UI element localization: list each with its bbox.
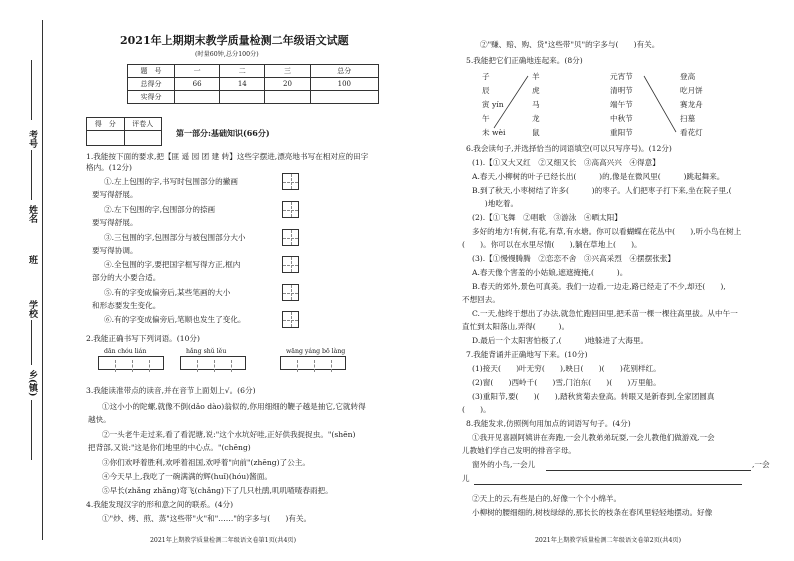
q1-prompt-cont: 格内。(12分) <box>86 163 132 172</box>
score-header: 题 号 <box>128 65 175 78</box>
sidebar-label-name: 姓名 <box>27 205 37 223</box>
q6-options: (2).【①飞舞 ②唱歌 ③游泳 ④晒太阳】 <box>472 213 622 222</box>
q6-sentence: A.春天,小柳树的叶子已经长出( )的,像是在微风里( )跳起舞来。 <box>472 172 725 181</box>
q1-item: 要写得舒展。 <box>92 190 138 199</box>
q7-line: ( )。 <box>462 405 491 414</box>
match-left-a[interactable]: 寅 yín <box>482 100 504 109</box>
q8-prompt: 8.我能发求,仿照例句用加点的词语写句子。(4分) <box>466 419 631 428</box>
q3-item: ⑤早长(zhǎng zhǎng)弯飞(chǎng)下了几只杜鹃,叽叽喳喳春雨把。 <box>102 486 333 495</box>
part1-title: 第一部分:基础知识(66分) <box>176 128 270 138</box>
q6-sentence: )地吃着。 <box>462 199 519 208</box>
sidebar-label-school: 学校 <box>27 300 37 318</box>
q4-item: ①"炒、烤、煎、蒸"这些带"火"和"……"的字多与( )有关。 <box>102 514 312 523</box>
q3-item: ④今天早上,我吃了一碗满满的辉(huǐ)(hóu)酱面。 <box>102 472 272 481</box>
q3-item: ②一头老牛走过来,看了看泥塘,说:"这个水坑好哇,正好供我捉捉虫。"(shēn) <box>102 430 356 439</box>
page-subtitle: (时量60钟,总分100分) <box>195 51 259 58</box>
q3-item: ①这小小的陀螺,就像不倒(dǎo dào)翁似的,你用细细的鞭子越是抽它,它就转得 <box>102 402 366 411</box>
match-right-b[interactable]: 看花灯 <box>680 128 703 137</box>
q3-item: 把背部,又说:"这是你们地里的中心点。"(chēng) <box>88 443 251 452</box>
q1-item: 要写得舒展。 <box>92 218 138 227</box>
q6-sentence: C.一天,他终于想出了办法,就急忙跑回田里,把禾苗一棵一棵往高里拔。从中午一 <box>472 309 738 318</box>
q6-sentence: B.春天的郊外,景色可真美。我们一边看,一边走,路已经走了不少,却还( ), <box>472 282 726 291</box>
pinyin-label: wāng yáng bō làng <box>286 348 346 355</box>
q1-item: ④.全包围的字,要把国字框写得方正,框内 <box>104 260 241 269</box>
q1-item: ⑤.有的字变成偏旁后,某些笔画的大小 <box>104 288 231 297</box>
q1-item: 部分的大小要合适。 <box>92 273 161 282</box>
q1-item: ⑥.有的字变成偏旁后,笔顺也发生了变化。 <box>104 315 246 324</box>
q3-item: 越快。 <box>88 415 111 424</box>
q6-sentence: 不想回去。 <box>462 295 500 304</box>
match-right-a[interactable]: 端午节 <box>610 100 633 109</box>
match-right-b[interactable]: 登高 <box>680 72 696 81</box>
q6-sentence: 直忙到太阳落山,弄得( )。 <box>462 322 570 331</box>
q6-sentence: ( )。你可以在水里尽情( ),躺在草地上( )。 <box>462 240 642 249</box>
match-left-b[interactable]: 龙 <box>532 114 540 123</box>
q3-prompt: 3.我能读准带点的读音,并在音节上面划上√。(6分) <box>86 386 256 395</box>
q1-item: ③.三包围的字,包围部分与被包围部分大小 <box>104 233 246 242</box>
score-cell: 66 <box>175 78 220 91</box>
q6-options: (3).【①慢慢腾腾 ②恋恋不舍 ③兴高采烈 ④摆摆张张】 <box>472 254 676 263</box>
score-header: 三 <box>265 65 310 78</box>
match-right-a[interactable]: 重阳节 <box>610 128 633 137</box>
score-header: 一 <box>175 65 220 78</box>
page-title: 2021年上期期末教学质量检测二年级语文试题 <box>120 34 349 47</box>
q6-sentence: 多好的地方!有树,有花,有草,有水塘。你可以看蝴蝶在花丛中( ),听小鸟在树上 <box>472 227 742 236</box>
match-right-a[interactable]: 清明节 <box>610 86 633 95</box>
q4-prompt: 4.我能发现汉字的形和意之间的联系。(4分) <box>86 500 234 509</box>
q6-options: (1).【①又大又红 ②又细又长 ③高高兴兴 ④得意】 <box>472 158 660 167</box>
q8-example: ②天上的云,有些是白的,好像一个个小绵羊。 <box>472 494 622 503</box>
grader-header: 得 分 <box>87 118 125 131</box>
match-left-b[interactable]: 羊 <box>532 72 540 81</box>
q8-example: 儿教她们学自己发明的排音字母。 <box>462 446 576 455</box>
q2-prompt: 2.我能正确书写下列词语。(10分) <box>86 334 200 343</box>
match-right-b[interactable]: 吃月饼 <box>680 86 703 95</box>
q7-line: (3)重阳节,要( )( ),踏秋赏菊去登高。转眼又是新春到,全家团圆真 <box>472 392 715 401</box>
match-right-b[interactable]: 赛龙舟 <box>680 100 703 109</box>
match-left-b[interactable]: 马 <box>532 100 540 109</box>
match-left-a[interactable]: 午 <box>482 114 490 123</box>
sidebar-label-township: 乡(镇) <box>27 370 37 397</box>
q1-prompt: 1.我能按下面的要求,把【匪 遥 园 团 建 转】这些字摆进,漂亮地书写在相对应的田字 <box>86 152 369 161</box>
q5-prompt: 5.我能把它们正确地连起来。(8分) <box>466 56 583 65</box>
match-left-a[interactable]: 未 wèi <box>482 128 506 137</box>
score-cell: 14 <box>220 78 265 91</box>
q8-example: ①我开见喜剧阿姨讲在奔跑,一会儿教弟弟玩耍,一会儿教他们做游戏,一会 <box>472 433 715 442</box>
grader-header: 评卷人 <box>124 118 162 131</box>
q8-task: 儿 <box>462 474 470 483</box>
score-cell: 100 <box>310 78 378 91</box>
match-right-b[interactable]: 扫墓 <box>680 114 696 123</box>
q7-line: (2)窗( )西岭千( )雪,门泊东( )( )万里船。 <box>472 378 661 387</box>
q1-item: 和形态要发生变化。 <box>92 301 161 310</box>
match-left-a[interactable]: 辰 <box>482 86 490 95</box>
sidebar-label-exam-number: 考号 <box>27 130 37 148</box>
q6-prompt: 6.我会读句子,并选择恰当的词语填空(可以只写序号)。(12分) <box>466 144 672 153</box>
q8-task: 窗外的小鸟,一会儿 <box>472 460 536 469</box>
q8-task: ,一会 <box>752 460 770 469</box>
match-left-a[interactable]: 子 <box>482 72 490 81</box>
q8-task: 小柳树的腰细细的,树枝绿绿的,那长长的枝条在春风里轻轻地摆动。好像 <box>472 508 713 517</box>
footer-right: 2021年上期教学质量检测二年级语文卷第2页(共4页) <box>535 537 682 544</box>
score-cell: 总得分 <box>128 78 175 91</box>
match-right-a[interactable]: 中秋节 <box>610 114 633 123</box>
q4-item-2: ②"赚、赔、购、货"这些带"贝"的字多与( )有关。 <box>480 40 660 49</box>
q1-item: ②.左下包围的字,包围部分的捺画 <box>104 205 216 214</box>
score-cell: 实得分 <box>128 91 175 104</box>
pinyin-label: dān chóu lián <box>104 348 147 355</box>
q7-line: (1)接天( )叶无穷( ),映日( )( )花别样红。 <box>472 364 661 373</box>
q1-item: ①.左上包围的字,书写时包围部分的撇画 <box>104 177 238 186</box>
q6-sentence: D.最后一个太阳害怕极了,( )地躲进了大海里。 <box>472 336 649 345</box>
match-left-b[interactable]: 虎 <box>532 86 540 95</box>
q3-item: ③你们欢呼着胜利,欢呼着祖国,欢呼着"向前"(zhēng)了公主。 <box>102 458 310 467</box>
answer-line[interactable] <box>474 484 742 485</box>
q6-sentence: A.春天像个害羞的小姑娘,遮遮掩掩,( )。 <box>472 268 628 277</box>
score-header: 总分 <box>310 65 378 78</box>
q7-prompt: 7.我能背诵并正确地写下来。(10分) <box>466 350 588 359</box>
pinyin-label: hǎng shǔ lěu <box>186 348 227 355</box>
match-left-b[interactable]: 鼠 <box>532 128 540 137</box>
q1-item: 要写得协调。 <box>92 246 138 255</box>
score-cell: 20 <box>265 78 310 91</box>
score-header: 二 <box>220 65 265 78</box>
answer-line[interactable] <box>546 470 751 471</box>
sidebar-label-class: 班 <box>27 255 37 264</box>
match-right-a[interactable]: 元宵节 <box>610 72 633 81</box>
q6-sentence: B.到了秋天,小枣树结了许多( )的枣子。人们把枣子打下来,坐在院子里,( <box>472 186 732 195</box>
footer-left: 2021年上期教学质量检测二年级语文卷第1页(共4页) <box>150 537 297 544</box>
